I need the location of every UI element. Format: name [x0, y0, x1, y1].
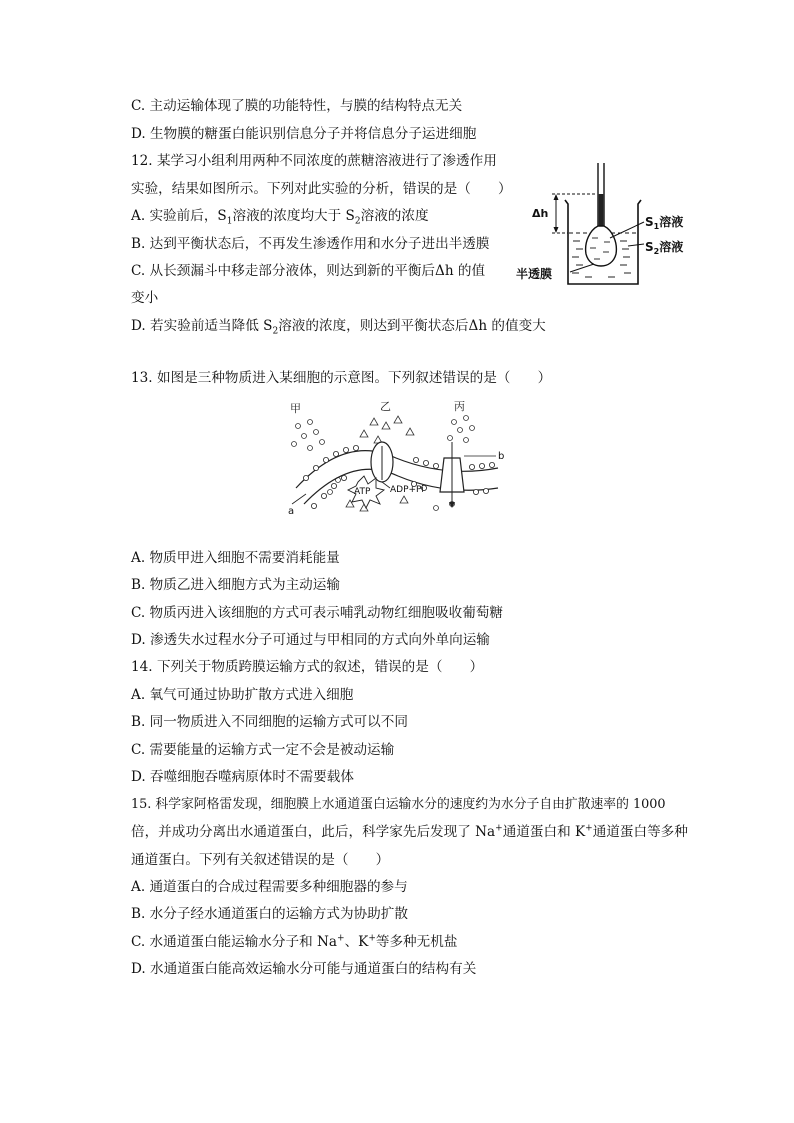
q12-option-c-line2: 变小 [131, 290, 159, 306]
q15-option-c: C. 水通道蛋白能运输水分子和 Na+、K+等多种无机盐 [131, 933, 458, 950]
q14-stem: 14. 下列关于物质跨膜运输方式的叙述，错误的是（ ） [131, 659, 484, 675]
q15-stem-line2: 倍，并成功分离出水通道蛋白，此后，科学家先后发现了 Na+通道蛋白和 K+通道蛋白等多种 [131, 823, 688, 840]
s1-solution-label: $S_1$溶液 [645, 215, 684, 231]
q13-option-b: B. 物质乙进入细胞方式为主动运输 [131, 577, 340, 593]
q13-option-a: A. 物质甲进入细胞不需要消耗能量 [131, 550, 340, 566]
q13-option-c: C. 物质丙进入该细胞的方式可表示哺乳动物红细胞吸收葡萄糖 [131, 605, 503, 621]
q12-stem-line2: 实验，结果如图所示。下列对此实验的分析，错误的是（ ） [131, 181, 512, 197]
membrane-label: 半透膜 [516, 267, 553, 281]
delta-h-label: Δh [532, 207, 549, 220]
q12-option-d: D. 若实验前适当降低 $S_2$溶液的浓度，则达到平衡状态后Δh 的值变大 [131, 318, 546, 337]
q12-option-c-line1: C. 从长颈漏斗中移走部分液体，则达到新的平衡后Δh 的值 [131, 263, 486, 279]
label-yi: 乙 [380, 400, 391, 413]
membrane-transport-figure [286, 396, 508, 520]
label-a: a [288, 506, 295, 517]
q15-option-a: A. 通道蛋白的合成过程需要多种细胞器的参与 [131, 879, 408, 895]
q14-option-d: D. 吞噬细胞吞噬病原体时不需要载体 [131, 769, 354, 785]
label-atp: ATP [354, 487, 371, 497]
q12-option-b: B. 达到平衡状态后，不再发生渗透作用和水分子进出半透膜 [131, 236, 490, 252]
osmosis-beaker-figure [510, 158, 710, 288]
q11-option-c: C. 主动运输体现了膜的功能特性，与膜的结构特点无关 [131, 98, 463, 114]
q14-option-b: B. 同一物质进入不同细胞的运输方式可以不同 [131, 714, 408, 730]
label-b: b [498, 451, 505, 462]
q15-option-d: D. 水通道蛋白能高效运输水分可能与通道蛋白的结构有关 [131, 961, 477, 977]
q12-stem-line1: 12. 某学习小组利用两种不同浓度的蔗糖溶液进行了渗透作用 [131, 153, 497, 169]
q14-option-c: C. 需要能量的运输方式一定不会是被动运输 [131, 742, 395, 758]
s2-solution-label: $S_2$溶液 [645, 240, 684, 256]
q15-option-b: B. 水分子经水通道蛋白的运输方式为协助扩散 [131, 906, 408, 922]
q12-option-a: A. 实验前后，$S_1$溶液的浓度均大于 $S_2$溶液的浓度 [131, 208, 429, 227]
q13-stem: 13. 如图是三种物质进入某细胞的示意图。下列叙述错误的是（ ） [131, 370, 552, 386]
label-jia: 甲 [290, 402, 301, 415]
q15-stem-line1: 15. 科学家阿格雷发现，细胞膜上水通道蛋白运输水分的速度约为水分子自由扩散速率的 1000 [131, 797, 666, 812]
label-bing: 丙 [454, 400, 465, 413]
q11-option-d: D. 生物膜的糖蛋白能识别信息分子并将信息分子运进细胞 [131, 126, 477, 142]
q15-stem-line3: 通道蛋白。下列有关叙述错误的是（ ） [131, 852, 390, 868]
q14-option-a: A. 氧气可通过协助扩散方式进入细胞 [131, 687, 354, 703]
label-adp: ADP+Pi [390, 485, 424, 495]
q13-option-d: D. 渗透失水过程水分子可通过与甲相同的方式向外单向运输 [131, 632, 490, 648]
